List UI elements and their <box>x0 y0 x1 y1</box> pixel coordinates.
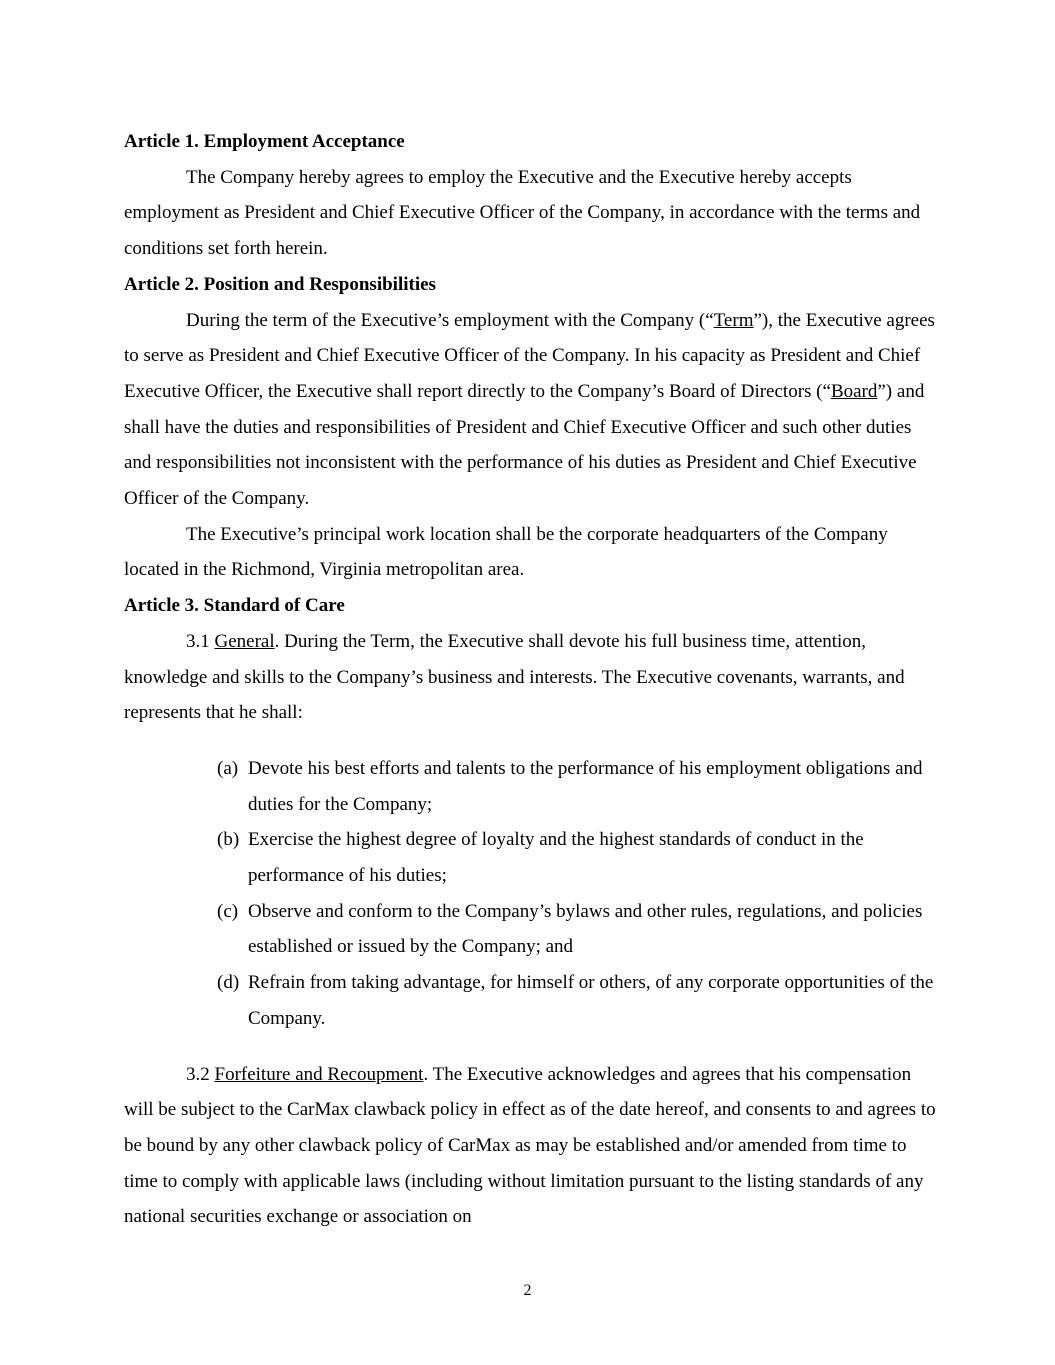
section-3-1-number: 3.1 <box>186 630 210 652</box>
article-2-text-part-2: ”), the Executive agrees to serve as President and Chief Executive Officer of the Company. In his capacity as President and Chief Executive Officer, the Executive shall report directly to the Company’s Board of Directors (“ <box>124 309 935 402</box>
document-page <box>124 124 936 1235</box>
list-item-label: (c) <box>217 900 239 922</box>
list-item <box>124 894 936 965</box>
list-item-label: (a) <box>217 757 239 779</box>
list-item <box>124 822 936 893</box>
section-3-1-paragraph <box>124 624 936 731</box>
article-3-heading: Article 3. Standard of Care <box>124 595 345 617</box>
section-3-1-text: . During the Term, the Executive shall devote his full business time, attention, knowledge and skills to the Company’s business and interests. The Executive covenants, warrants, and represents that he shall: <box>124 630 905 724</box>
covenants-list <box>124 751 936 1037</box>
article-2-text-part-1: During the term of the Executive’s employment with the Company (“ <box>186 309 714 331</box>
section-3-2-number: 3.2 <box>186 1063 210 1085</box>
page-number: 2 <box>523 1282 532 1299</box>
article-2-text-part-3: ”) and shall have the duties and responsibilities of President and Chief Executive Officer and such other duties and responsibilities not inconsistent with the performance of his duties as President and Chief Executive Officer of the Company. <box>124 380 925 510</box>
list-item-text: Observe and conform to the Company’s bylaws and other rules, regulations, and policies established or issued by the Company; and <box>248 900 923 958</box>
article-2-paragraph-2: The Executive’s principal work location shall be the corporate headquarters of the Company located in the Richmond, Virginia metropolitan area. <box>124 523 888 581</box>
article-2-paragraph-1 <box>124 303 936 517</box>
defined-term-term: Term <box>713 309 754 331</box>
list-item-text: Exercise the highest degree of loyalty and the highest standards of conduct in the performance of his duties; <box>248 829 864 887</box>
article-1-heading: Article 1. Employment Acceptance <box>124 131 405 152</box>
list-item-label: (d) <box>217 972 240 994</box>
section-3-2-paragraph <box>124 1057 936 1236</box>
list-item-label: (b) <box>217 829 240 851</box>
list-item <box>124 751 936 822</box>
article-1-paragraph: The Company hereby agrees to employ the Executive and the Executive hereby accepts employment as President and Chief Executive Officer of the Company, in accordance with the terms and conditions set forth herein. <box>124 166 921 260</box>
article-2-heading: Article 2. Position and Responsibilities <box>124 273 436 295</box>
section-3-2-title: Forfeiture and Recoupment <box>214 1063 424 1085</box>
list-item-text: Devote his best efforts and talents to the performance of his employment obligations and duties for the Company; <box>248 757 923 815</box>
section-3-1-title: General <box>214 630 275 652</box>
section-3-2-text: . The Executive acknowledges and agrees that his compensation will be subject to the CarMax clawback policy in effect as of the date hereof, and consents to and agrees to be bound by any other clawback policy of CarMax as may be established and/or amended from time to time to comply with applicable laws (including without limitation pursuant to the listing standards of any national securities exchange or association on <box>124 1063 936 1228</box>
list-item <box>124 965 936 1036</box>
list-item-text: Refrain from taking advantage, for himself or others, of any corporate opportunities of the Company. <box>248 972 934 1029</box>
defined-term-board: Board <box>830 380 878 402</box>
